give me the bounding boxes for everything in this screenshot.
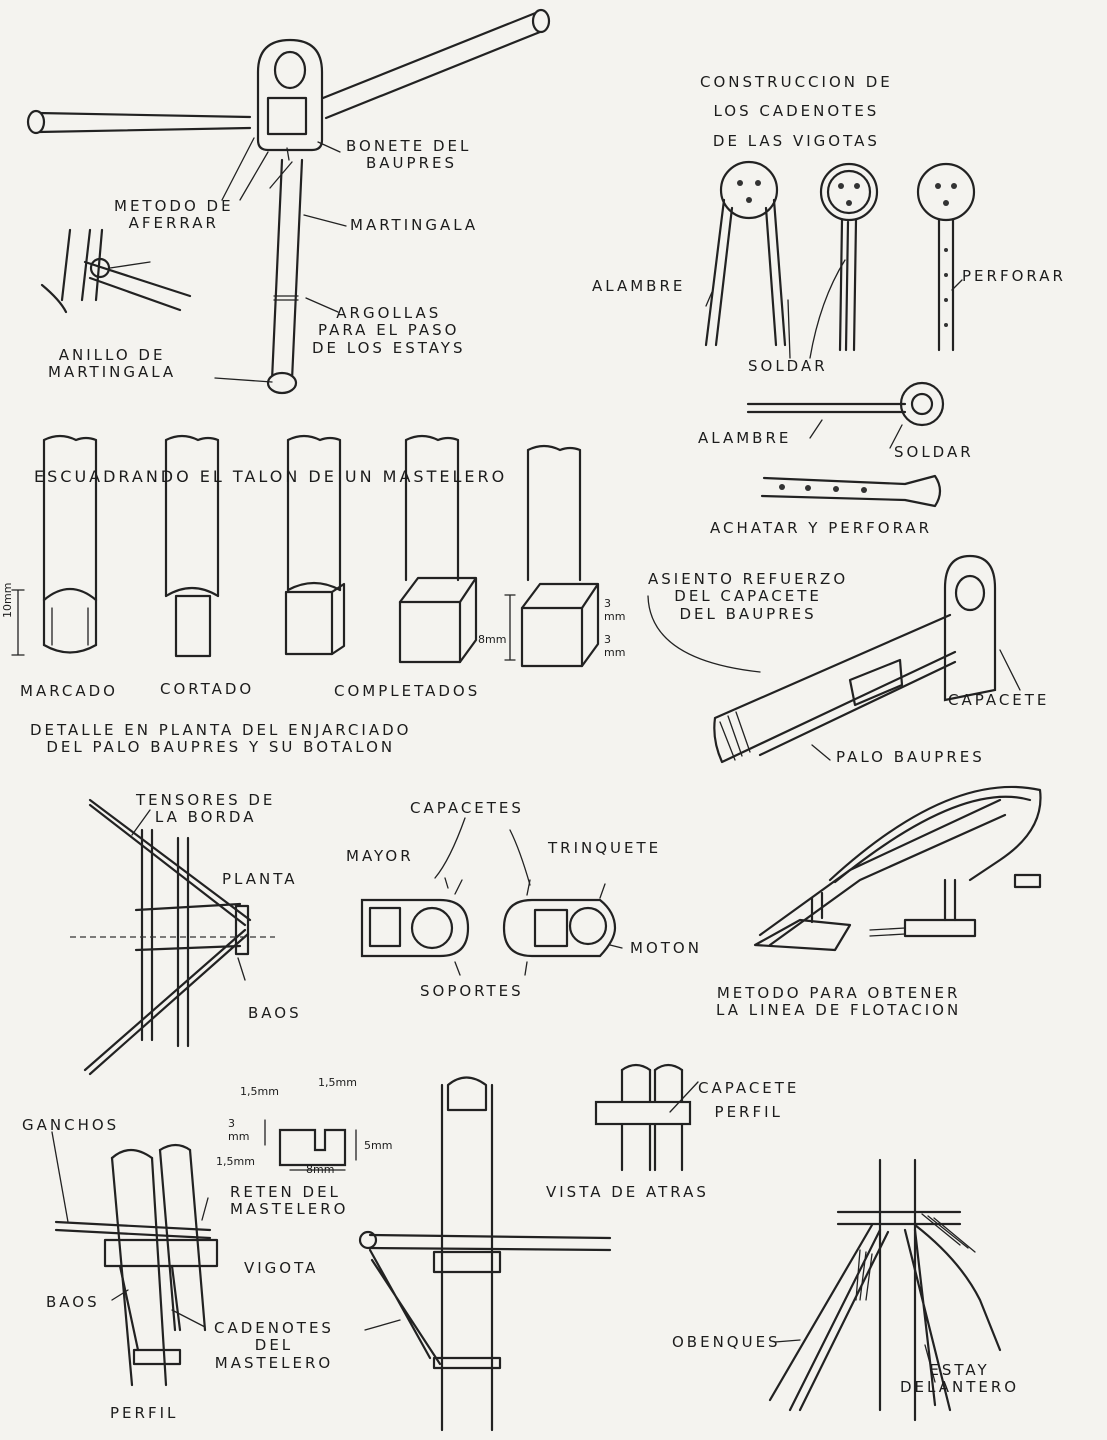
label-ganchos: GANCHOS (22, 1116, 120, 1134)
waterline-gauge-drawing (755, 787, 1041, 950)
cap-profile-drawing (596, 1065, 698, 1170)
label-alambre-2: ALAMBRE (698, 429, 792, 447)
label-martingala: MARTINGALA (350, 216, 479, 234)
label-reten-line1: RETEN DEL (230, 1183, 341, 1201)
label-capacete-perfil-line1: CAPACETE (698, 1079, 800, 1097)
label-dim-5mm: 5mm (364, 1139, 393, 1152)
label-anillo-line1: ANILLO DE (58, 346, 166, 364)
label-asiento (648, 571, 848, 623)
label-anillo-line2: MARTINGALA (48, 363, 177, 382)
label-palo-baupres: PALO BAUPRES (836, 748, 985, 766)
label-argollas-line2: PARA EL PASO (318, 321, 460, 340)
label-capacetes: CAPACETES (410, 799, 524, 817)
label-detalle (30, 722, 411, 757)
label-achatar: ACHATAR Y PERFORAR (710, 519, 933, 537)
label-vista-atras: VISTA DE ATRAS (546, 1183, 709, 1201)
label-trinquete: TRINQUETE (548, 839, 662, 857)
label-bonete-line1: BONETE DEL (346, 137, 472, 155)
label-metodo-aferrar-line2: AFERRAR (128, 214, 219, 233)
mast-crosstrees-drawing (360, 1078, 610, 1431)
label-asiento-line3: DEL BAUPRES (679, 604, 817, 623)
label-dim-10mm: 10mm (1, 582, 14, 618)
label-asiento-line2: DEL CAPACETE (674, 587, 822, 606)
label-capacete-perfil-line2: PERFIL (714, 1103, 783, 1121)
label-tensores (136, 792, 275, 827)
label-baos-1: BAOS (248, 1004, 302, 1022)
label-estay-line2: DELANTERO (900, 1378, 1020, 1397)
label-dim-15-c: 1,5mm (216, 1155, 255, 1168)
label-metodo-aferrar (114, 198, 234, 233)
label-metodo-aferrar-line1: METODO DE (114, 197, 234, 215)
label-planta: PLANTA (222, 870, 298, 888)
label-vigota: VIGOTA (244, 1259, 319, 1277)
label-moton: MOTON (630, 939, 702, 957)
label-bonete (346, 138, 471, 173)
label-reten-line2: MASTELERO (230, 1200, 349, 1219)
label-argollas-line1: ARGOLLAS (336, 304, 442, 322)
label-metodo-flotacion (716, 985, 961, 1020)
label-asiento-line1: ASIENTO REFUERZO (648, 570, 849, 588)
label-cadenotes-line3: MASTELERO (214, 1353, 334, 1372)
label-dim-15-b: 1,5mm (318, 1076, 357, 1089)
label-soldar-2: SOLDAR (894, 443, 974, 461)
label-perforar: PERFORAR (962, 267, 1066, 285)
label-capacete: CAPACETE (948, 691, 1050, 709)
label-perfil-1: PERFIL (110, 1404, 179, 1422)
label-argollas (312, 305, 466, 357)
label-metodo-flotacion-line1: METODO PARA OBTENER (716, 984, 961, 1002)
bowsprit-plan-drawing (70, 800, 275, 1074)
label-dim-3mm-a: 3 mm (604, 597, 626, 623)
label-anillo (48, 347, 176, 382)
label-soldar-1: SOLDAR (748, 357, 828, 375)
label-baos-2: BAOS (46, 1293, 100, 1311)
bowsprit-cap-drawing (28, 10, 549, 393)
label-cadenotes (214, 1320, 334, 1372)
label-dim-8mm-a: 8mm (478, 633, 507, 646)
label-dim-15-a: 1,5mm (240, 1085, 279, 1098)
label-soportes: SOPORTES (420, 982, 524, 1000)
label-construccion-line1: CONSTRUCCION DE (700, 73, 893, 91)
label-cadenotes-line1: CADENOTES (214, 1319, 334, 1337)
label-cadenotes-line2: DEL (254, 1336, 294, 1355)
label-estay-line1: ESTAY (929, 1361, 990, 1379)
label-detalle-line2: DEL PALO BAUPRES Y SU BOTALON (46, 738, 396, 757)
label-estay (900, 1362, 1019, 1397)
label-reten (230, 1184, 348, 1219)
label-detalle-line1: DETALLE EN PLANTA DEL ENJARCIADO (30, 721, 412, 739)
label-completados: COMPLETADOS (334, 682, 481, 700)
label-tensores-line1: TENSORES DE (136, 791, 276, 809)
label-alambre-1: ALAMBRE (592, 277, 686, 295)
label-dim-3mm-b: 3 mm (604, 633, 626, 659)
label-cortado: CORTADO (160, 680, 255, 698)
label-dim-3mm-c: 3 mm (228, 1117, 250, 1143)
label-metodo-flotacion-line2: LA LINEA DE FLOTACION (716, 1001, 962, 1020)
label-construccion-line2: LOS CADENOTES (713, 102, 880, 121)
label-mayor: MAYOR (346, 847, 414, 865)
label-bonete-line2: BAUPRES (366, 154, 457, 173)
label-argollas-line3: DE LOS ESTAYS (312, 338, 466, 357)
label-dim-8mm-b: 8mm (306, 1163, 335, 1176)
label-construccion (700, 68, 893, 156)
label-escuadrando: ESCUADRANDO EL TALON DE UN MASTELERO (34, 467, 508, 486)
label-tensores-line2: LA BORDA (154, 808, 257, 827)
label-obenques: OBENQUES (672, 1333, 781, 1351)
label-construccion-line3: DE LAS VIGOTAS (712, 131, 880, 150)
label-marcado: MARCADO (20, 682, 118, 700)
label-capacete-perfil (698, 1076, 799, 1124)
